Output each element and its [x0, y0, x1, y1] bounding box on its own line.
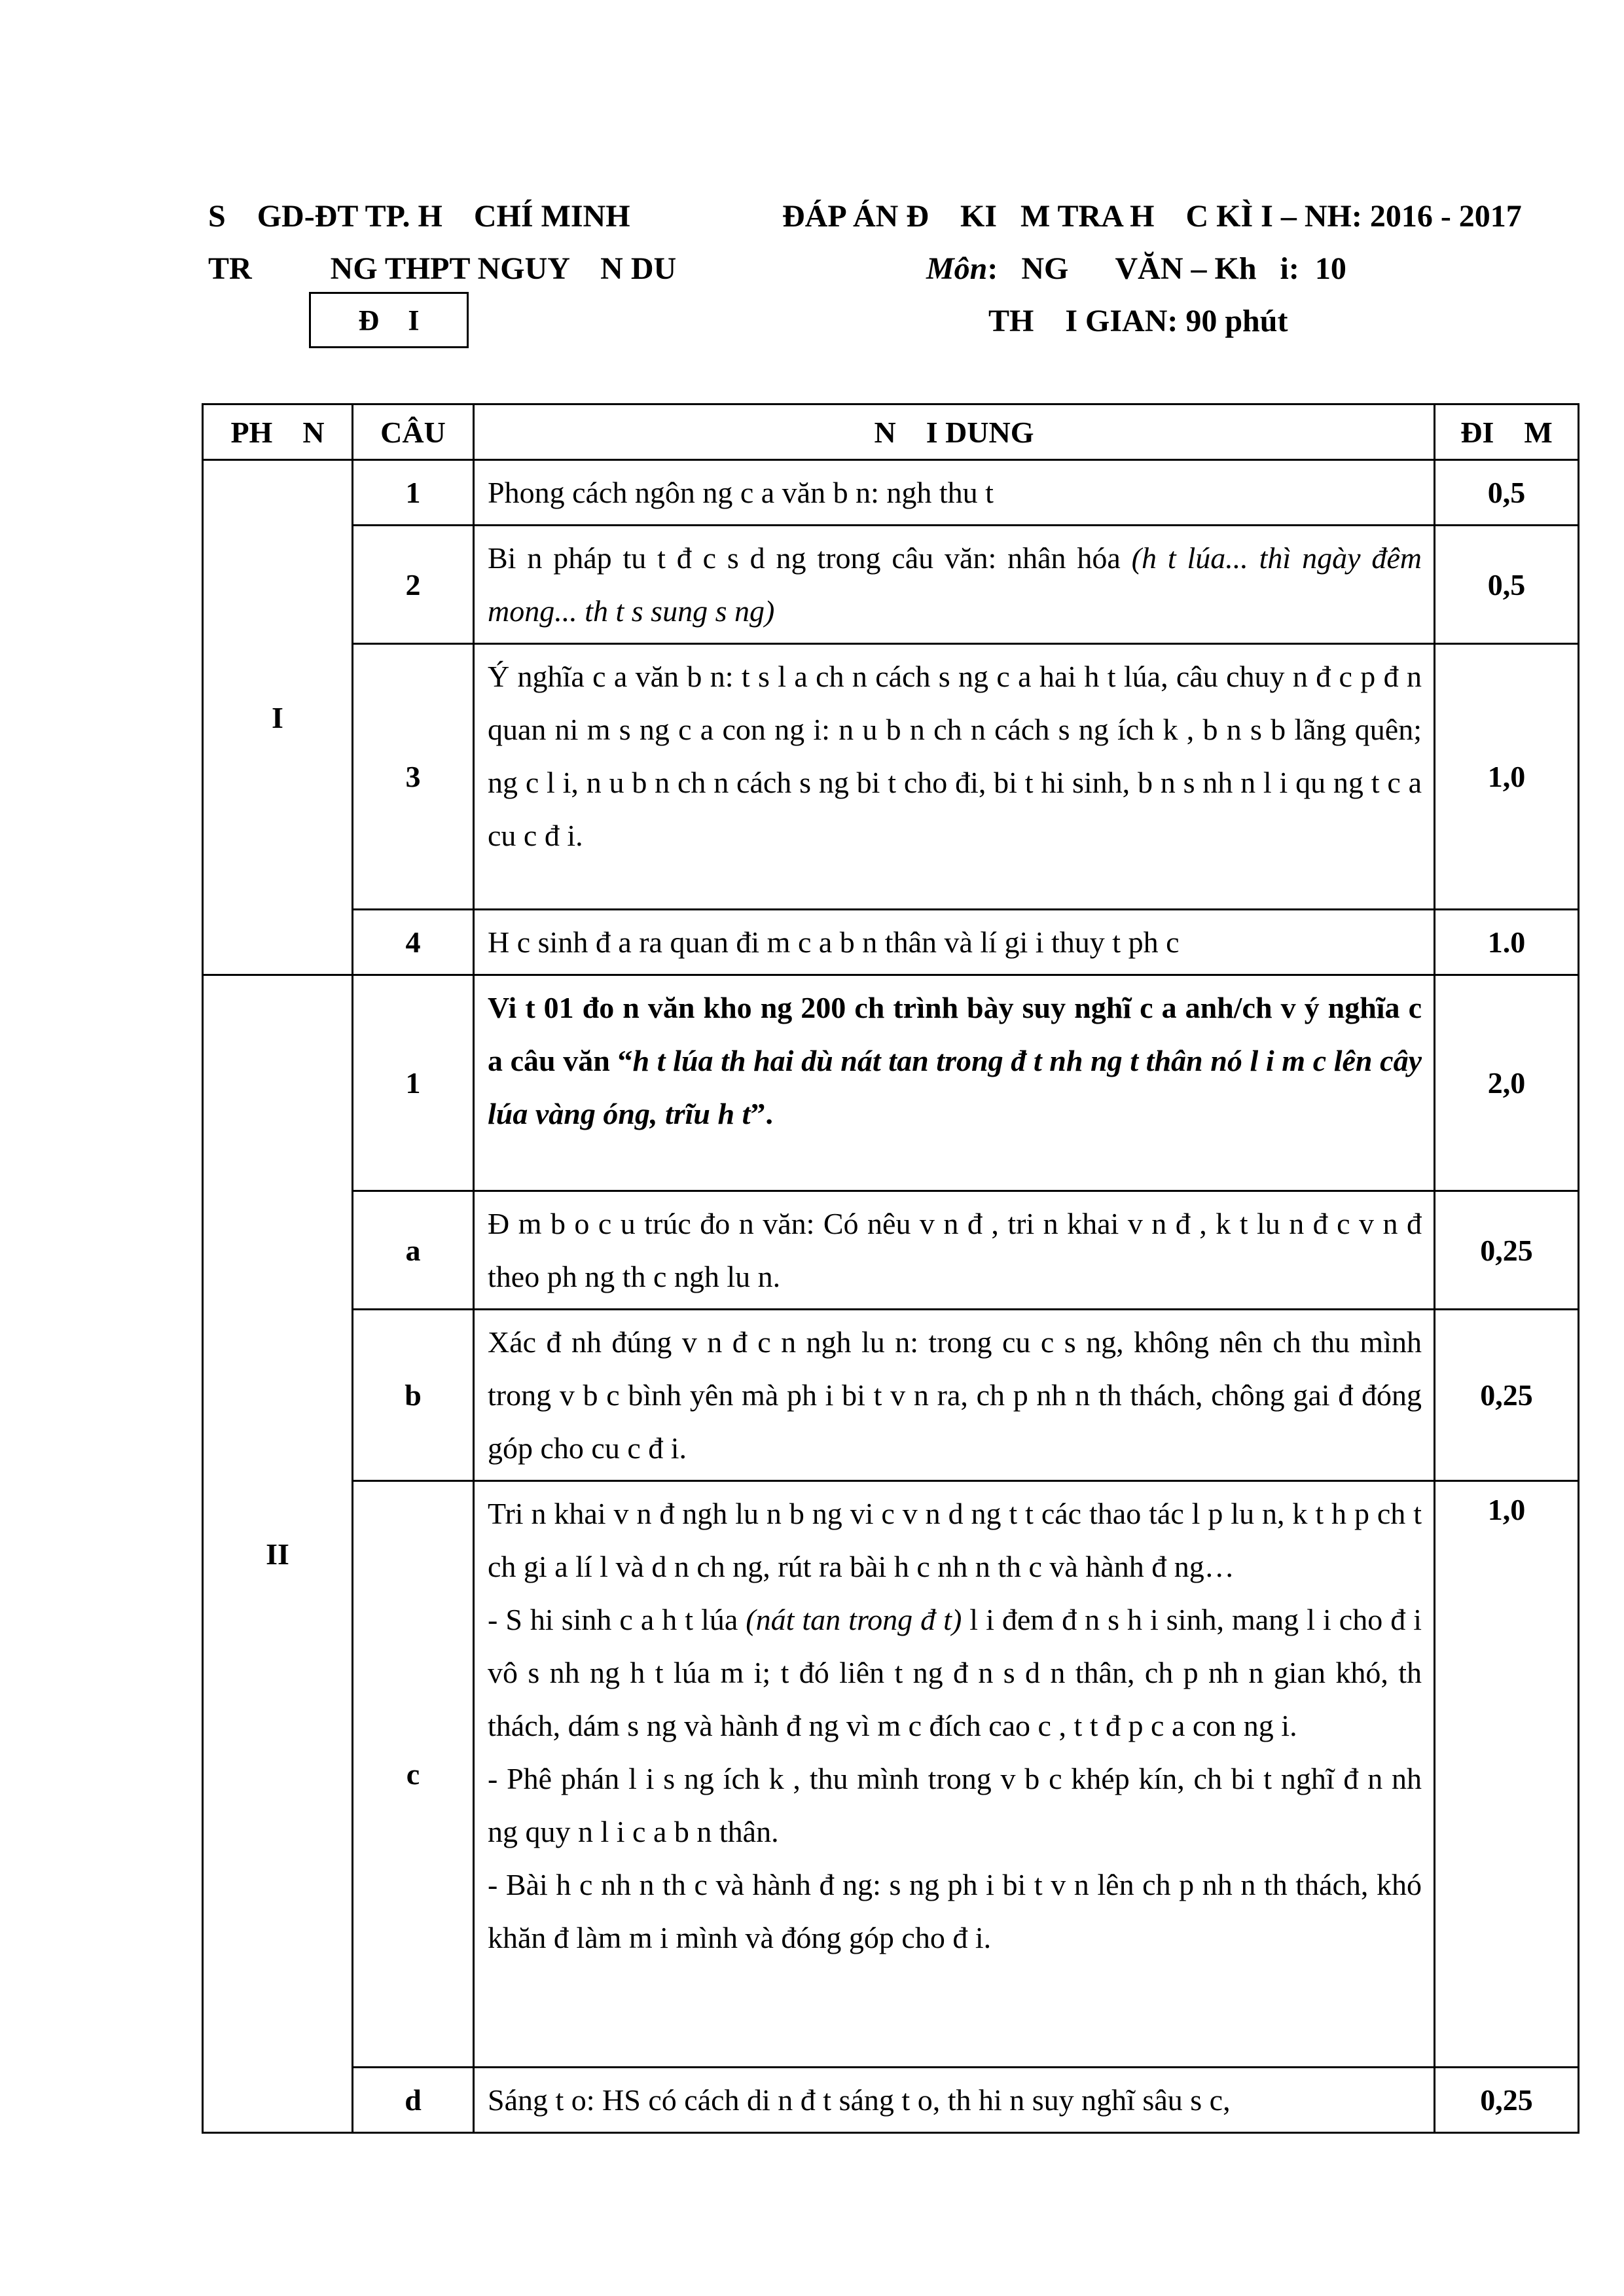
score: 0,25	[1435, 1310, 1579, 1481]
score: 1,0	[1435, 1481, 1579, 2068]
question-number: 4	[353, 910, 474, 975]
section-label: II	[203, 975, 353, 2133]
table-row	[203, 910, 1579, 975]
subject-line	[926, 253, 1346, 285]
table-row	[203, 1310, 1579, 1481]
answer-content	[474, 1481, 1435, 2068]
question-number: 2	[353, 526, 474, 644]
question-number: d	[353, 2068, 474, 2133]
question-number: c	[353, 1481, 474, 2068]
subject-value: : NG VĂN – Kh i: 10	[987, 251, 1346, 286]
table-row	[203, 526, 1579, 644]
header-score: ĐI M	[1435, 404, 1579, 460]
question-number: b	[353, 1310, 474, 1481]
answer-point-italic: (nát tan trong đ t)	[746, 1603, 962, 1636]
exam-duration: TH I GIAN: 90 phút	[988, 304, 1288, 338]
answer-table	[202, 403, 1579, 2134]
question-number: 3	[353, 644, 474, 910]
section-label: I	[203, 460, 353, 975]
score: 1.0	[1435, 910, 1579, 975]
answer-content: Đ m b o c u trúc đo n văn: Có nêu v n đ , tri n khai v n đ , k t lu n đ c v n đ theo ph ng th c ngh lu n.	[474, 1191, 1435, 1310]
score: 2,0	[1435, 975, 1579, 1191]
answer-point: - Phê phán l i s ng ích k , thu mình trong v b c khép kín, ch bi t nghĩ đ n nh ng quy n l i c a b n thân.	[488, 1762, 1422, 1848]
answer-quote: h t lúa th hai dù nát tan trong đ t nh ng t thân nó l i m c lên cây lúa vàng óng, trĩu h t	[488, 1044, 1422, 1130]
table-row	[203, 1191, 1579, 1310]
question-number: a	[353, 1191, 474, 1310]
score: 0,25	[1435, 1191, 1579, 1310]
exam-code-box: Đ I	[309, 292, 469, 348]
answer-text: Bi n pháp tu t đ c s d ng trong câu văn: nhân hóa	[488, 541, 1132, 575]
table-row	[203, 1481, 1579, 2068]
answer-content: Sáng t o: HS có cách di n đ t sáng t o, th hi n suy nghĩ sâu s c,	[474, 2068, 1435, 2133]
table-row	[203, 460, 1579, 526]
score: 0,5	[1435, 526, 1579, 644]
table-row	[203, 2068, 1579, 2133]
table-row	[203, 644, 1579, 910]
table-row	[203, 975, 1579, 1191]
table-header-row	[203, 404, 1579, 460]
answer-text: Vi t 01 đo n văn kho ng 200 ch trình bày suy nghĩ c a anh/ch v ý nghĩa c a câu văn “	[488, 991, 1422, 1077]
header-question: CÂU	[353, 404, 474, 460]
answer-paragraph: Tri n khai v n đ ngh lu n b ng vi c v n d ng t t các thao tác l p lu n, k t h p ch t ch gi a lí l và d n ch ng, rút ra bài h c nh n th c và hành đ ng…	[488, 1497, 1422, 1583]
answer-quote-end: ”.	[750, 1097, 773, 1130]
answer-example: (h t lúa... thì ngày đêm mong... th t s sung s ng)	[488, 541, 1422, 628]
answer-point: - Bài h c nh n th c và hành đ ng: s ng ph i bi t v n lên ch p nh n th thách, khó khăn đ làm m i mình và đóng góp cho đ i.	[488, 1868, 1422, 1954]
subject-label: Môn	[926, 251, 988, 286]
question-number: 1	[353, 460, 474, 526]
school-department: S GD-ĐT TP. H CHÍ MINH	[208, 199, 630, 234]
question-number: 1	[353, 975, 474, 1191]
score: 0,5	[1435, 460, 1579, 526]
answer-content: Phong cách ngôn ng c a văn b n: ngh thu t	[474, 460, 1435, 526]
score: 1,0	[1435, 644, 1579, 910]
answer-point-cont: l i đem đ n s h i sinh, mang l i cho đ i vô s nh ng h t lúa m i; t đó liên t ng đ n s d n thân, ch p nh n gian khó, th thách, dám s ng và hành đ ng vì m c đích cao c , t t đ p c a con ng i.	[488, 1603, 1422, 1742]
answer-content	[474, 975, 1435, 1191]
answer-content	[474, 526, 1435, 644]
answer-point: - S hi sinh c a h t lúa	[488, 1603, 746, 1636]
school-name: TR NG THPT NGUY N DU	[208, 251, 677, 286]
answer-content: Xác đ nh đúng v n đ c n ngh lu n: trong cu c s ng, không nên ch thu mình trong v b c bình yên mà ph i bi t v n ra, ch p nh n th thách, chông gai đ đóng góp cho cu c đ i.	[474, 1310, 1435, 1481]
answer-content: Ý nghĩa c a văn b n: t s l a ch n cách s ng c a hai h t lúa, câu chuy n đ c p đ n quan ni m s ng c a con ng i: n u b n ch n cách s ng ích k , b n s b lãng quên; ng c l i, n u b n ch n cách s ng bi t cho đi, bi t hi sinh, b n s nh n l i qu ng t c a cu c đ i.	[474, 644, 1435, 910]
header-section: PH N	[203, 404, 353, 460]
answer-content: H c sinh đ a ra quan đi m c a b n thân và lí gi i thuy t ph c	[474, 910, 1435, 975]
exam-title: ĐÁP ÁN Đ KI M TRA H C KÌ I – NH: 2016 - 2017	[782, 199, 1522, 234]
header-content: N I DUNG	[474, 404, 1435, 460]
score: 0,25	[1435, 2068, 1579, 2133]
